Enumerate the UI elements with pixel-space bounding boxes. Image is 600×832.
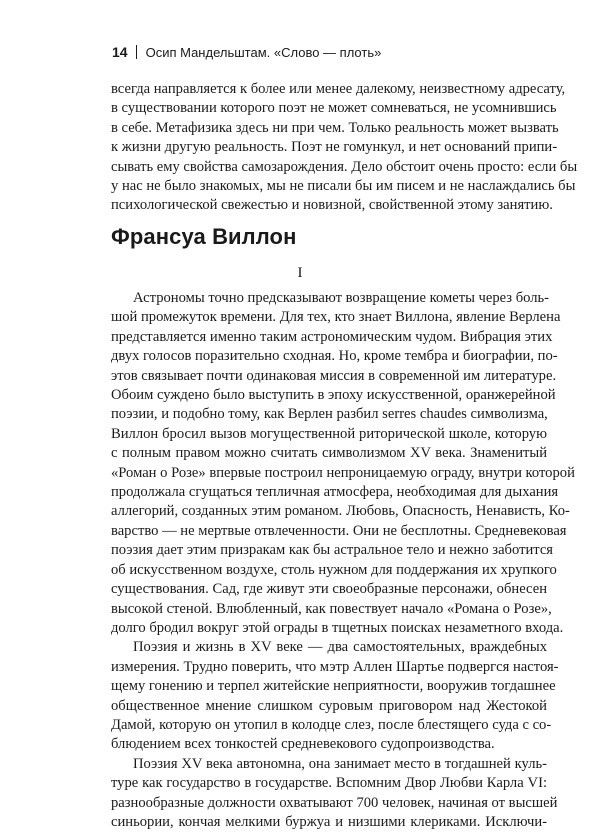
text-line: разнообразные должности охватывают 700 человек, начиная от высшей bbox=[111, 794, 558, 811]
text-line: в себе. Метафизика здесь ни при чем. Только реальность может вызвать bbox=[111, 119, 559, 136]
text-line: Обоим суждено было выступить в эпоху искусственной, оранжерейной bbox=[111, 387, 556, 404]
body-text bbox=[111, 289, 575, 832]
text-line: измерения. Трудно поверить, что мэтр Аллен Шартье подвергся настоя- bbox=[111, 658, 559, 675]
text-line: представляется именно таким астрономическим чудом. Вибрация этих bbox=[111, 328, 553, 345]
text-line: к жизни другую реальность. Поэт не гомункул, и нет оснований припи- bbox=[111, 139, 558, 156]
text-line: общественное мнение слишком суровым приговором над Жестокой bbox=[111, 697, 547, 714]
text-line: блюдением всех тонкостей средневекового судопроизводства. bbox=[111, 736, 495, 753]
text-line: Виллон бросил вызов могущественной риторической школе, которую bbox=[111, 425, 547, 442]
text-line: шой промежуток времени. Для тех, кто знает Виллона, явление Верлена bbox=[111, 309, 561, 326]
text-line: Дамой, которую он утопил в колодце слез, после блестящего суда с со- bbox=[111, 716, 552, 733]
page-number: 14 bbox=[112, 44, 128, 60]
text-line: Астрономы точно предсказывают возвращение кометы через боль- bbox=[133, 290, 550, 306]
text-line: аллегорий, созданных этим романом. Любовь, Опасность, Ненависть, Ко- bbox=[111, 503, 570, 520]
intro-paragraph bbox=[111, 80, 578, 216]
running-header bbox=[112, 44, 381, 60]
text-line: «Роман о Розе» впервые построил непроницаемую ограду, внутри которой bbox=[111, 464, 575, 481]
text-line: всегда направляется к более или менее далекому, неизвестному адресату, bbox=[111, 81, 566, 97]
text-line: поэзии, и подобно тому, как Верлен разбил serres chaudes символизма, bbox=[111, 406, 548, 423]
text-line: существования. Сад, где живут эти своеобразные персонажи, обнесен bbox=[111, 581, 547, 598]
running-title: Осип Мандельштам. «Слово — плоть» bbox=[145, 45, 382, 60]
text-line: варство — не мертвые отвлеченности. Они не бесплотны. Средневековая bbox=[111, 522, 567, 539]
text-line: синьории, кончая мелкими буржуа и низшими клериками. Исключи- bbox=[111, 813, 547, 830]
text-line: продолжала сгущаться тепличная атмосфера, необходимая для дыхания bbox=[111, 484, 559, 501]
text-line: психологической свежестью и новизной, свойственной этому занятию. bbox=[111, 197, 553, 214]
text-line: высокой стеной. Влюбленный, как повествует начало «Романа о Розе», bbox=[111, 600, 552, 617]
text-line: двух голосов поразительно сходная. Но, кроме тембра и биографии, по- bbox=[111, 348, 558, 365]
header-divider bbox=[136, 45, 137, 59]
text-line: долго бродил вокруг этой ограды в тщетных поисках незаметного входа. bbox=[111, 619, 564, 636]
text-line: Поэзия XV века автономна, она занимает место в тогдашней куль- bbox=[133, 755, 547, 772]
text-line: у нас не было знакомых, мы не писали бы им писем и не наслаждались бы bbox=[111, 178, 576, 195]
section-title: Франсуа Виллон bbox=[111, 224, 297, 249]
text-line: об искусственном воздухе, столь нужном для поддержания их хрупкого bbox=[111, 561, 557, 578]
text-line: Поэзия и жизнь в XV веке — два самостоятельных, враждебных bbox=[133, 639, 547, 656]
text-line: туре как государство в государстве. Вспомним Двор Любви Карла VI: bbox=[111, 775, 547, 792]
text-line: в существовании которого поэт не может сомневаться, не усомнившись bbox=[111, 100, 557, 117]
text-line: сывать ему свойства самозарождения. Дело обстоит очень просто: если бы bbox=[111, 158, 578, 175]
text-line: поэзия дает этим призракам как бы астральное тело и нежно заботится bbox=[111, 542, 554, 559]
text-line: щему гонению и терпел житейские неприятности, вооружив тогдашнее bbox=[111, 678, 556, 695]
part-number: I bbox=[297, 265, 303, 281]
text-line: с полным правом можно считать символизмом XV века. Знаменитый bbox=[111, 445, 547, 462]
text-line: этов связывает почти одинаковая миссия в современной им литературе. bbox=[111, 367, 557, 384]
